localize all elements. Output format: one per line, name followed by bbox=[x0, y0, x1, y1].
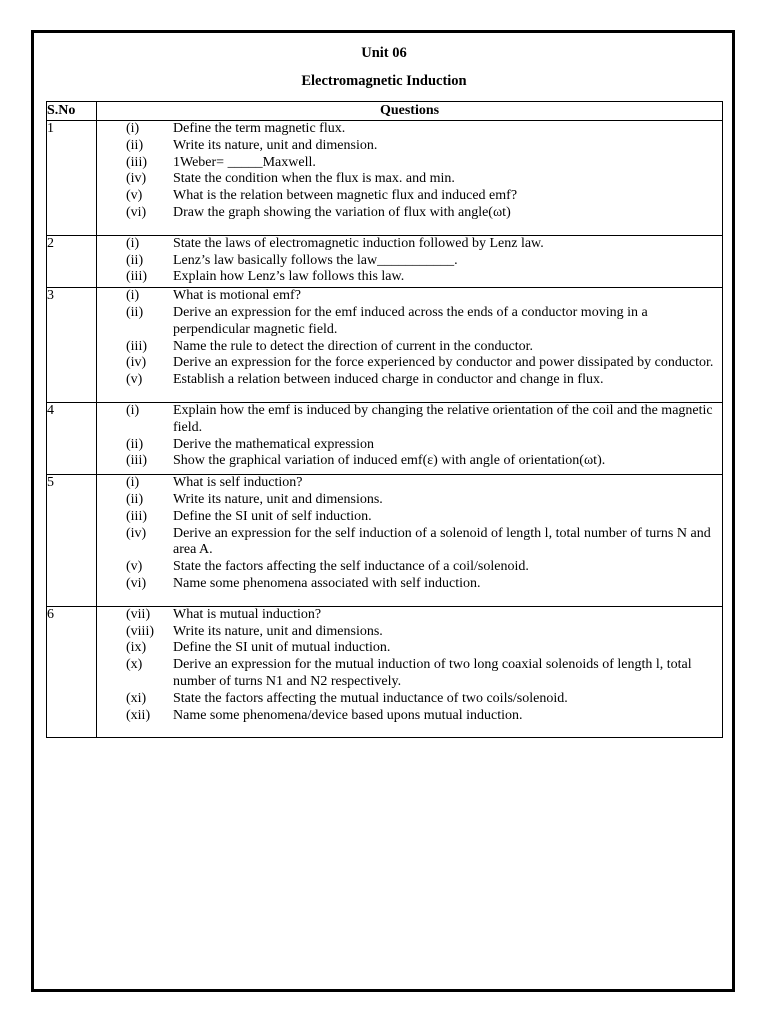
question-item bbox=[97, 205, 722, 222]
question-number: (iii) bbox=[126, 338, 147, 354]
question-text: What is mutual induction? bbox=[173, 606, 322, 622]
question-number: (vi) bbox=[126, 575, 147, 591]
question-item bbox=[97, 171, 722, 188]
question-number: (iv) bbox=[126, 525, 147, 541]
question-item bbox=[97, 657, 722, 691]
question-text: What is the relation between magnetic flux and induced emf? bbox=[173, 188, 518, 204]
question-item bbox=[97, 288, 722, 305]
question-text: Name the rule to detect the direction of current in the conductor. bbox=[173, 338, 533, 354]
question-item bbox=[97, 305, 722, 339]
question-text: State the factors affecting the mutual inductance of two coils/solenoid. bbox=[173, 690, 568, 706]
question-item bbox=[97, 526, 722, 560]
table-row bbox=[47, 121, 723, 236]
table-row bbox=[47, 606, 723, 738]
question-number: (iv) bbox=[126, 355, 147, 371]
question-item bbox=[97, 475, 722, 492]
question-item bbox=[97, 188, 722, 205]
question-number: (ii) bbox=[126, 137, 144, 153]
table-body bbox=[47, 121, 723, 738]
question-number: (iii) bbox=[126, 453, 147, 469]
question-item bbox=[97, 708, 722, 725]
question-text: Write its nature, unit and dimension. bbox=[173, 137, 378, 153]
question-number: (i) bbox=[126, 288, 140, 304]
question-number: (v) bbox=[126, 188, 143, 204]
column-header-questions: Questions bbox=[97, 102, 723, 121]
question-text: 1Weber= _____Maxwell. bbox=[173, 154, 316, 170]
question-text: State the condition when the flux is max. and min. bbox=[173, 171, 455, 187]
serial-number: 1 bbox=[47, 121, 97, 236]
question-text: Lenz’s law basically follows the law___________. bbox=[173, 252, 458, 268]
question-text: Show the graphical variation of induced emf(ε) with angle of orientation(ωt). bbox=[173, 453, 606, 469]
question-text: Derive an expression for the self induction of a solenoid of length l, total number of turns N and area A. bbox=[173, 525, 711, 558]
question-text: Explain how Lenz’s law follows this law. bbox=[173, 269, 405, 285]
serial-number: 3 bbox=[47, 288, 97, 403]
question-text: Explain how the emf is induced by changing the relative orientation of the coil and the magnetic field. bbox=[173, 402, 713, 435]
question-item bbox=[97, 403, 722, 437]
question-item bbox=[97, 624, 722, 641]
unit-title: Unit 06 bbox=[361, 45, 407, 61]
question-text: State the factors affecting the self inductance of a coil/solenoid. bbox=[173, 559, 529, 575]
table-row bbox=[47, 475, 723, 607]
question-text: What is self induction? bbox=[173, 475, 303, 491]
question-group bbox=[97, 475, 723, 607]
question-number: (ii) bbox=[126, 491, 144, 507]
question-item bbox=[97, 691, 722, 708]
question-number: (iii) bbox=[126, 154, 147, 170]
question-text: Derive an expression for the mutual induction of two long coaxial solenoids of length l, total number of turns N1 and N2 respectively. bbox=[173, 657, 692, 689]
question-number: (iv) bbox=[126, 171, 147, 187]
question-group bbox=[97, 121, 723, 236]
serial-number: 5 bbox=[47, 475, 97, 607]
question-item bbox=[97, 509, 722, 526]
question-number: (xii) bbox=[126, 707, 151, 723]
question-number: (ix) bbox=[126, 640, 147, 656]
question-number: (vi) bbox=[126, 204, 147, 220]
table-row bbox=[47, 402, 723, 474]
question-item bbox=[97, 559, 722, 576]
question-text: Name some phenomena/device based upons mutual induction. bbox=[173, 707, 523, 723]
question-item bbox=[97, 121, 722, 138]
question-text: What is motional emf? bbox=[173, 288, 301, 304]
question-item bbox=[97, 269, 722, 286]
question-number: (i) bbox=[126, 402, 140, 418]
question-item bbox=[97, 138, 722, 155]
question-number: (i) bbox=[126, 235, 140, 251]
question-number: (viii) bbox=[126, 623, 154, 639]
question-item bbox=[97, 355, 722, 372]
question-item bbox=[97, 453, 722, 470]
question-text: Define the SI unit of mutual induction. bbox=[173, 640, 391, 656]
question-item bbox=[97, 372, 722, 389]
topic-title: Electromagnetic Induction bbox=[301, 73, 467, 89]
question-number: (i) bbox=[126, 475, 140, 491]
question-group bbox=[97, 288, 723, 403]
question-number: (iii) bbox=[126, 508, 147, 524]
question-item bbox=[97, 437, 722, 454]
question-text: Draw the graph showing the variation of flux with angle(ωt) bbox=[173, 204, 511, 220]
question-text: Write its nature, unit and dimensions. bbox=[173, 623, 383, 639]
question-item bbox=[97, 253, 722, 270]
questions-table bbox=[46, 101, 723, 738]
question-text: Write its nature, unit and dimensions. bbox=[173, 491, 383, 507]
question-item bbox=[97, 339, 722, 356]
question-text: Name some phenomena associated with self induction. bbox=[173, 575, 481, 591]
question-group bbox=[97, 235, 723, 287]
question-number: (v) bbox=[126, 372, 143, 388]
serial-number: 4 bbox=[47, 402, 97, 474]
question-text: Derive the mathematical expression bbox=[173, 436, 374, 452]
question-item bbox=[97, 576, 722, 593]
question-text: Define the SI unit of self induction. bbox=[173, 508, 372, 524]
column-header-sno: S.No bbox=[47, 102, 97, 121]
serial-number: 6 bbox=[47, 606, 97, 738]
question-item bbox=[97, 607, 722, 624]
question-number: (iii) bbox=[126, 269, 147, 285]
table-row bbox=[47, 288, 723, 403]
question-item bbox=[97, 492, 722, 509]
question-number: (i) bbox=[126, 121, 140, 136]
question-group bbox=[97, 402, 723, 474]
question-number: (v) bbox=[126, 559, 143, 575]
question-item bbox=[97, 236, 722, 253]
question-item bbox=[97, 640, 722, 657]
question-number: (xi) bbox=[126, 690, 147, 706]
question-number: (ii) bbox=[126, 304, 144, 320]
question-text: State the laws of electromagnetic induction followed by Lenz law. bbox=[173, 235, 544, 251]
question-text: Establish a relation between induced charge in conductor and change in flux. bbox=[173, 372, 604, 388]
question-number: (vii) bbox=[126, 606, 151, 622]
table-row bbox=[47, 235, 723, 287]
table-header-row bbox=[47, 102, 723, 121]
question-number: (x) bbox=[126, 657, 143, 673]
question-number: (ii) bbox=[126, 252, 144, 268]
serial-number: 2 bbox=[47, 235, 97, 287]
question-number: (ii) bbox=[126, 436, 144, 452]
question-item bbox=[97, 155, 722, 172]
question-text: Define the term magnetic flux. bbox=[173, 121, 346, 136]
question-text: Derive an expression for the force experienced by conductor and power dissipated by conductor. bbox=[173, 355, 714, 371]
question-text: Derive an expression for the emf induced across the ends of a conductor moving in a perpendicular magnetic field. bbox=[173, 304, 648, 337]
question-group bbox=[97, 606, 723, 738]
